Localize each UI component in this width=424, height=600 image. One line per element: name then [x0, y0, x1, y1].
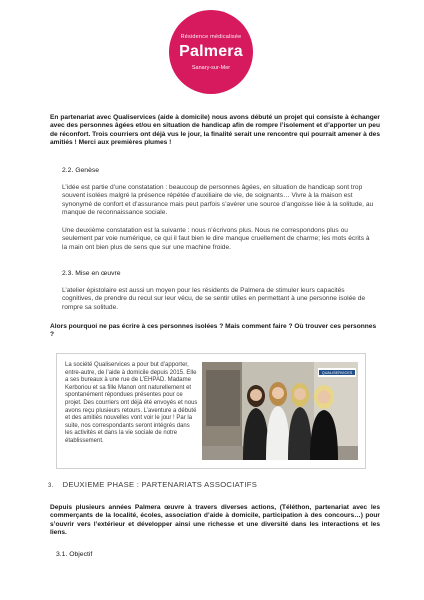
team-photo	[202, 362, 358, 460]
person-2	[266, 382, 290, 460]
qualiservices-description: La société Qualiservices a pour but d’apporter, entre-autre, de l’aide à domicile depuis 2015. Elle a ses bureaux à une rue de L’EHPAD. Madame Kerboriou et sa fille Manon ont naturellement et spontanément répondues présentes pour ce projet. Des courriers ont déjà été envoyés et nous avons reçu plusieurs retours. L’aventure a débuté et des amitiés nouvelles vont voir le jour ! Par la suite, nos correspondants seront intégrés dans les activités et dans la vie sociale de notre établissement.	[65, 362, 198, 444]
phase-paragraph: Depuis plusieurs années Palmera œuvre à travers diverses actions, (Téléthon, partenariat avec les commerçants de la localité, écoles, association d’aide à domicile, participation à des concours…) pour s’ouvrir vers l’extérieur et développer ainsi une richesse et une diversité dans les interactions et les liens.	[50, 504, 380, 537]
palmera-logo	[169, 10, 253, 94]
genese-paragraph-1: L’idée est partie d’une constatation : beaucoup de personnes âgées, en situation de handicap sont trop souvent isolées malgré la présence répétée d’auxiliaire de vie, de soignants… Vivre à la maison est synonymé de confort et d’assurance mais peut parfois s’avérer une source d’angoisse liée à la solitude, au manque de reconnaissance sociale.	[62, 184, 374, 217]
mise-en-oeuvre-paragraph: L’atelier épistolaire est aussi un moyen pour les résidents de Palmera de stimuler leurs capacités cognitives, de prendre du recul sur leur vécu, de se sentir utiles en permettant à une personne isolée de rompre sa solitude.	[62, 287, 366, 311]
section-heading-genese: 2.2. Genèse	[62, 167, 100, 174]
team-photo-image	[202, 362, 358, 460]
question-paragraph: Alors pourquoi ne pas écrire à ces personnes isolées ? Mais comment faire ? Où trouver ces personnes ?	[50, 323, 377, 339]
section-3-title: DEUXIEME PHASE : PARTENARIATS ASSOCIATIFS	[62, 480, 258, 489]
person-4	[310, 385, 338, 460]
section-3-heading	[48, 481, 257, 490]
qualiservices-card	[56, 353, 366, 469]
section-3-number: 3.	[48, 483, 54, 489]
section-heading-objectif: 3.1. Objectif	[56, 551, 93, 558]
section-heading-mise-en-oeuvre: 2.3. Mise en œuvre	[62, 270, 121, 277]
logo-subtitle: Résidence médicalisée	[180, 34, 242, 40]
logo-brand-name: Palmera	[179, 43, 243, 60]
qualiservices-sign: QUALISERVICES	[321, 371, 353, 375]
intro-paragraph: En partenariat avec Qualiservices (aide à domicile) nous avons débuté un projet qui consiste à échanger avec des personnes âgées et/ou en situation de handicap afin de rompre l’isolement et d’apporter un peu de réconfort. Trois courriers ont déjà vus le jour, la finalité serait une rencontre qui pourrait amener à des amitiés ! Merci aux premières plumes !	[50, 114, 380, 147]
person-3	[288, 383, 312, 460]
genese-paragraph-2: Une deuxième constatation est la suivante : nous n’écrivons plus. Nous ne correspondons plus ou seulement par voie numérique, ce qui il faut bien le dire manque cruellement de charme; les mots écrits à la main ont bien plus de sens que sur une machine froide.	[62, 227, 370, 251]
logo-location: Sanary-sur-Mer	[191, 65, 231, 71]
